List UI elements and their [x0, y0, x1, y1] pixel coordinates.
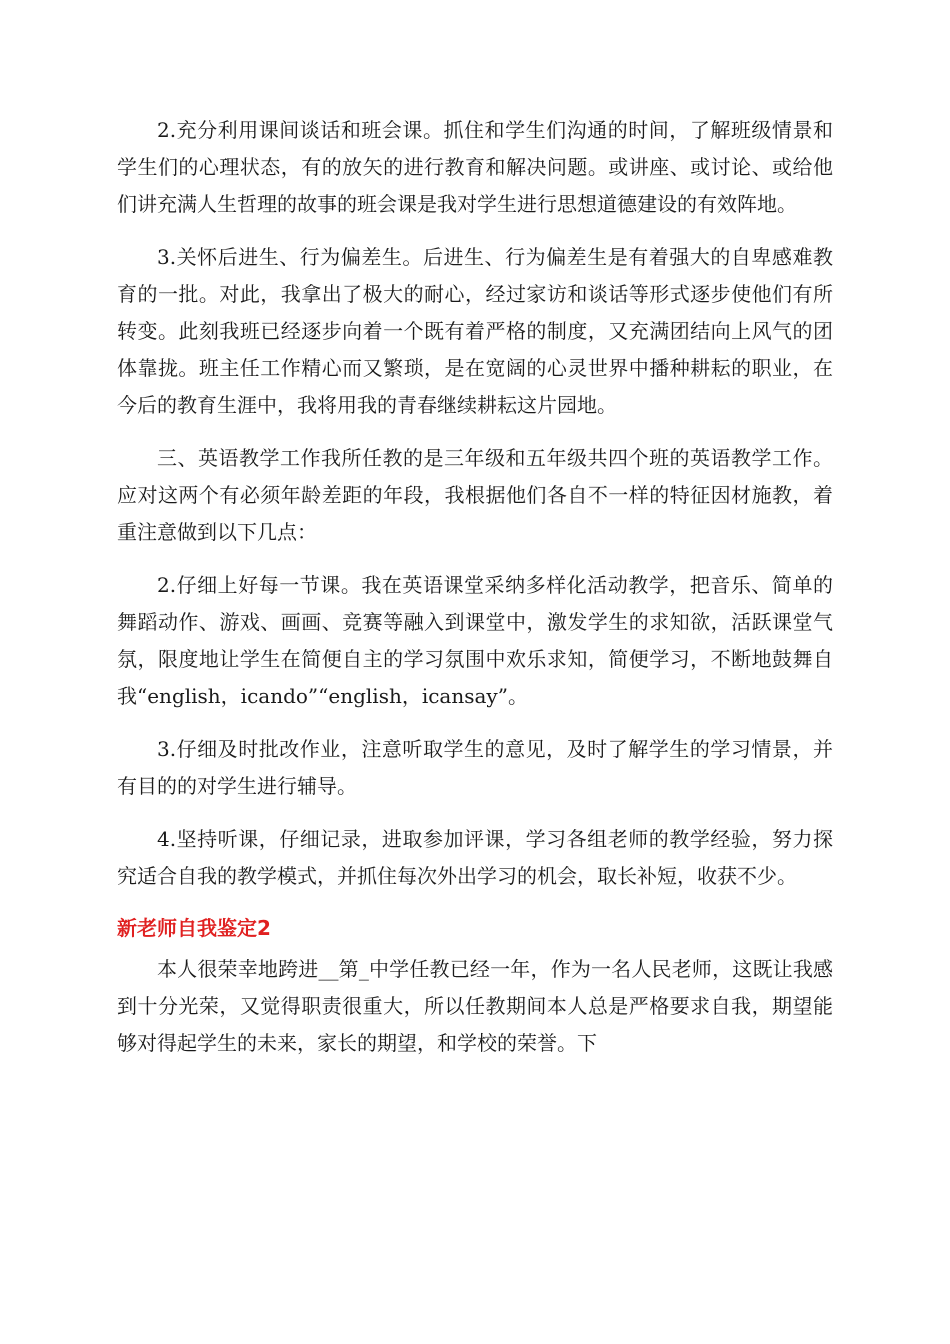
- document-content: [117, 112, 833, 1078]
- paragraph-class-meeting: 2.充分利用课间谈话和班会课。抓住和学生们沟通的时间，了解班级情景和学生们的心理状态，有的放矢的进行教育和解决问题。或讲座、或讨论、或给他们讲充满人生哲理的故事的班会课是我对学生进行思想道德建设的有效阵地。: [117, 118, 833, 216]
- paragraph-english-teaching: 三、英语教学工作我所任教的是三年级和五年级共四个班的英语教学工作。应对这两个有必须年龄差距的年段，我根据他们各自不一样的特征因材施教，着重注意做到以下几点：: [117, 446, 833, 544]
- paragraph-struggling-students: 3.关怀后进生、行为偏差生。后进生、行为偏差生是有着强大的自卑感难教育的一批。对此，我拿出了极大的耐心，经过家访和谈话等形式逐步使他们有所转变。此刻我班已经逐步向着一个既有着严格的制度，又充满团结向上风气的团体靠拢。班主任工作精心而又繁琐，是在宽阔的心灵世界中播种耕耘的职业，在今后的教育生涯中，我将用我的青春继续耕耘这片园地。: [117, 245, 833, 417]
- paragraph-observation: 4.坚持听课，仔细记录，进取参加评课，学习各组老师的教学经验，努力探究适合自我的教学模式，并抓住每次外出学习的机会，取长补短，收获不少。: [117, 827, 833, 888]
- paragraph-homework: 3.仔细及时批改作业，注意听取学生的意见，及时了解学生的学习情景，并有目的的对学生进行辅导。: [117, 737, 833, 798]
- paragraph-lessons: 2.仔细上好每一节课。我在英语课堂采纳多样化活动教学，把音乐、简单的舞蹈动作、游戏、画画、竞赛等融入到课堂中，激发学生的求知欲，活跃课堂气氛，限度地让学生在简便自主的学习氛围中欢乐求知，简便学习，不断地鼓舞自我“english，icando”“english，icansay”。: [117, 573, 833, 708]
- paragraph-intro: 本人很荣幸地跨进__第_中学任教已经一年，作为一名人民老师，这既让我感到十分光荣，又觉得职责很重大，所以任教期间本人总是严格要求自我，期望能够对得起学生的未来，家长的期望，和学校的荣誉。下: [117, 957, 833, 1055]
- section-heading: 新老师自我鉴定2: [117, 916, 271, 940]
